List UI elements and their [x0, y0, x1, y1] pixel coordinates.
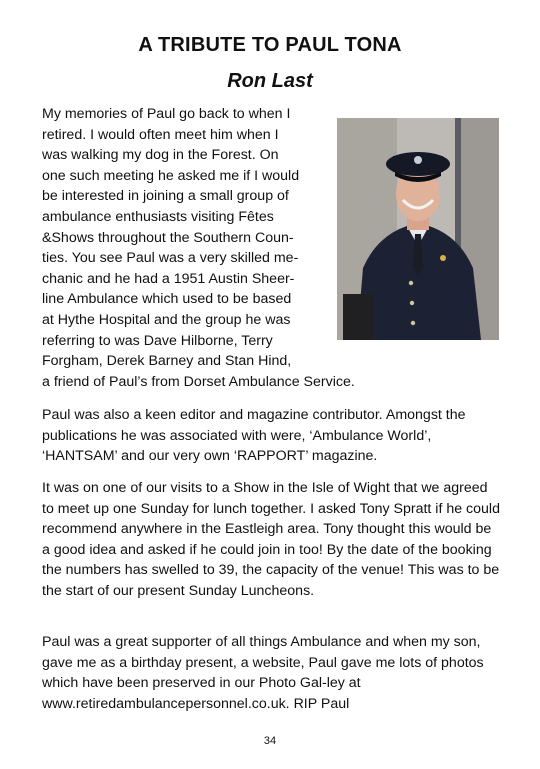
page-number: 34 — [263, 735, 277, 747]
paragraph-3 — [42, 478, 502, 602]
paragraph-1-line: be interested in joining a small group of — [42, 188, 289, 205]
paragraph-1-line: at Hythe Hospital and the group he was — [42, 311, 291, 328]
paragraph-1-line: a friend of Paul’s from Dorset Ambulance Service. — [42, 373, 355, 390]
paragraph-4 — [42, 632, 502, 714]
paragraph-1-line: ties. You see Paul was a very skilled me- — [42, 250, 299, 267]
article-author: Ron Last — [227, 70, 313, 92]
paragraph-1-line: My memories of Paul go back to when I — [42, 106, 291, 122]
paragraph-4-text: Paul was a great supporter of all things Ambulance and when my son, gave me as a birthday present, a website, Paul gave me lots of photos which have been preserved in our Photo Gal-ley at www.retiredambulancepersonnel.co.uk. RIP Paul — [42, 634, 484, 712]
paragraph-1-line: Forgham, Derek Barney and Stan Hind, — [42, 353, 292, 370]
paragraph-1-line: ambulance enthusiasts visiting Fêtes — [42, 208, 274, 225]
paragraph-1-line: &Shows throughout the Southern Coun- — [42, 229, 294, 246]
paragraph-1-line: one such meeting he asked me if I would — [42, 167, 300, 184]
paragraph-3-text: It was on one of our visits to a Show in the Isle of Wight that we agreed to meet up one Sunday for lunch together. I asked Tony Spratt if he could recommend anywhere in the Eastleigh area. Tony thought this would be a good idea and asked if he could join in too! By the date of the booking the numbers has swelled to 39, the capacity of the venue! This was to be the start of our present Sunday Luncheons. — [42, 480, 500, 599]
paragraph-1-line: chanic and he had a 1951 Austin Sheer- — [42, 270, 295, 287]
paragraph-1-line: referring to was Dave Hilborne, Terry — [42, 332, 273, 349]
paragraph-2 — [42, 405, 502, 467]
paragraph-1-line: retired. I would often meet him when I — [42, 126, 279, 143]
paragraph-1-line: line Ambulance which used to be based — [42, 291, 292, 308]
paragraph-1 — [42, 104, 502, 392]
article-title: A TRIBUTE TO PAUL TONA — [138, 34, 402, 56]
paragraph-1-line: was walking my dog in the Forest. On — [42, 147, 279, 164]
paragraph-2-text: Paul was also a keen editor and magazine contributor. Amongst the publications he was associated with were, ‘Ambulance World’, ‘HANTSAM’ and our very own ‘RAPPORT’ magazine. — [42, 407, 466, 465]
